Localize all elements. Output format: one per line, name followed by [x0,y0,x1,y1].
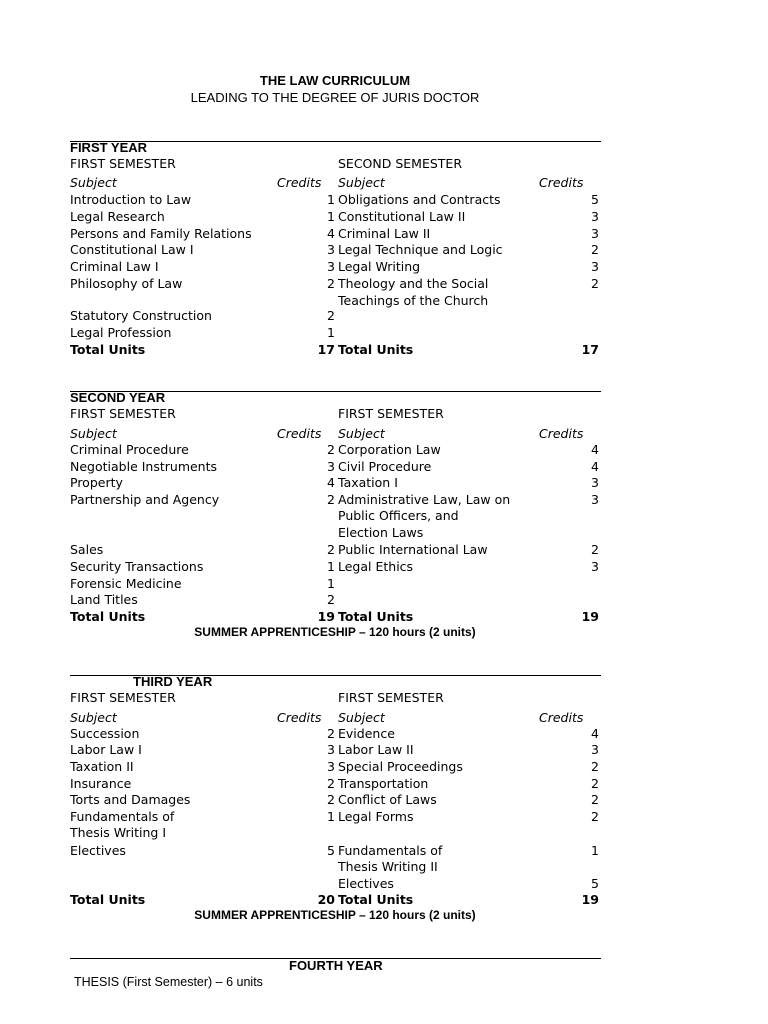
credit-value: 3 [591,742,599,757]
second-year-left-semester: FIRST SEMESTER [70,406,176,421]
credit-value: 1 [327,192,335,207]
subject-name: Negotiable Instruments [70,459,218,474]
subject-name: Torts and Damages [70,792,191,807]
credit-value: 3 [327,759,335,774]
credit-value: 4 [591,726,599,741]
credit-value: 2 [327,792,335,807]
subject-name: Forensic Medicine [70,576,182,591]
subject-name: Partnership and Agency [70,492,220,507]
credit-value: 2 [327,442,335,457]
total-units-value: 17 [581,342,599,357]
subject-name: Legal Profession [70,325,172,340]
credits-header: Credits [277,426,322,441]
credit-value: 3 [591,259,599,274]
credit-value: 2 [591,542,599,557]
credit-value: 4 [591,442,599,457]
credit-value: 3 [327,742,335,757]
subject-header: Subject [70,426,117,441]
subject-name: Philosophy of Law [70,276,183,291]
subject-name: Legal Ethics [338,559,414,574]
credits-header: Credits [539,710,584,725]
subject-name: Obligations and Contracts [338,192,501,207]
subject-name: Corporation Law [338,442,441,457]
credit-value: 2 [327,276,335,291]
subject-name: Property [70,475,123,490]
subject-name: Legal Technique and Logic [338,242,503,257]
credit-value: 2 [591,792,599,807]
subject-name: Taxation I [338,475,398,490]
subject-name: Electives [70,843,126,858]
credits-header: Credits [539,175,584,190]
first-year-left-semester: FIRST SEMESTER [70,156,176,171]
credits-header: Credits [539,426,584,441]
subject-header: Subject [338,175,385,190]
subject-name: Succession [70,726,140,741]
total-units-value: 19 [581,892,599,907]
subject-name: Introduction to Law [70,192,192,207]
credit-value: 3 [591,559,599,574]
subject-name: Election Laws [338,525,424,540]
credit-value: 1 [327,559,335,574]
subject-name: Statutory Construction [70,308,212,323]
subject-name: Civil Procedure [338,459,432,474]
subject-name: Legal Writing [338,259,421,274]
credit-value: 2 [327,592,335,607]
subject-name: Thesis Writing I [70,825,167,840]
credit-value: 2 [591,242,599,257]
subject-name: Special Proceedings [338,759,463,774]
subject-name: Insurance [70,776,132,791]
total-units-value: 17 [317,342,335,357]
summer-apprenticeship-note: SUMMER APPRENTICESHIP – 120 hours (2 units) [194,908,476,922]
subject-name: Fundamentals of [338,843,443,858]
credit-value: 1 [327,209,335,224]
first-year-heading: FIRST YEAR [70,140,148,155]
credit-value: 1 [327,576,335,591]
credit-value: 1 [327,325,335,340]
subject-name: Conflict of Laws [338,792,437,807]
first-year-right-semester: SECOND SEMESTER [338,156,463,171]
subject-name: Evidence [338,726,395,741]
document-subtitle: LEADING TO THE DEGREE OF JURIS DOCTOR [190,90,480,105]
credit-value: 5 [591,192,599,207]
credit-value: 3 [327,259,335,274]
summer-apprenticeship-note: SUMMER APPRENTICESHIP – 120 hours (2 units) [194,625,476,639]
subject-name: Public Officers, and [338,508,459,523]
total-units-label: Total Units [338,609,414,624]
total-units-label: Total Units [338,892,414,907]
credit-value: 3 [591,475,599,490]
subject-name: Labor Law II [338,742,414,757]
subject-name: Constitutional Law II [338,209,466,224]
credit-value: 3 [591,209,599,224]
second-year-heading: SECOND YEAR [70,390,166,405]
subject-name: Constitutional Law I [70,242,194,257]
credit-value: 5 [327,843,335,858]
credit-value: 3 [327,459,335,474]
subject-name: Criminal Law I [70,259,159,274]
subject-name: Transportation [338,776,429,791]
subject-name: Criminal Law II [338,226,431,241]
total-units-label: Total Units [70,609,146,624]
credit-value: 1 [591,843,599,858]
credit-value: 5 [591,876,599,891]
credit-value: 2 [327,776,335,791]
third-year-left-semester: FIRST SEMESTER [70,690,176,705]
subject-name: Labor Law I [70,742,142,757]
subject-name: Taxation II [70,759,134,774]
subject-name: Administrative Law, Law on [338,492,511,507]
subject-name: Legal Forms [338,809,414,824]
subject-header: Subject [70,175,117,190]
section-divider [70,141,601,142]
credit-value: 4 [327,475,335,490]
subject-header: Subject [70,710,117,725]
thesis-note: THESIS (First Semester) – 6 units [74,975,263,989]
subject-name: Persons and Family Relations [70,226,252,241]
credit-value: 2 [327,726,335,741]
subject-name: Fundamentals of [70,809,175,824]
credits-header: Credits [277,710,322,725]
document-title: THE LAW CURRICULUM [259,73,411,88]
fourth-year-heading: FOURTH YEAR [289,958,383,973]
credit-value: 4 [327,226,335,241]
subject-name: Sales [70,542,104,557]
subject-name: Public International Law [338,542,488,557]
total-units-value: 19 [317,609,335,624]
third-year-right-semester: FIRST SEMESTER [338,690,444,705]
subject-name: Land Titles [70,592,138,607]
credit-value: 2 [591,776,599,791]
subject-name: Theology and the Social [338,276,489,291]
second-year-right-semester: FIRST SEMESTER [338,406,444,421]
subject-header: Subject [338,426,385,441]
credit-value: 1 [327,809,335,824]
total-units-value: 19 [581,609,599,624]
subject-header: Subject [338,710,385,725]
credit-value: 2 [591,276,599,291]
credits-header: Credits [277,175,322,190]
credit-value: 2 [327,542,335,557]
credit-value: 3 [591,226,599,241]
credit-value: 3 [327,242,335,257]
credit-value: 2 [591,809,599,824]
total-units-label: Total Units [338,342,414,357]
total-units-value: 20 [317,892,335,907]
credit-value: 2 [327,308,335,323]
credit-value: 2 [327,492,335,507]
third-year-heading: THIRD YEAR [133,674,213,689]
credit-value: 4 [591,459,599,474]
subject-name: Security Transactions [70,559,204,574]
subject-name: Legal Research [70,209,165,224]
total-units-label: Total Units [70,342,146,357]
subject-name: Electives [338,876,394,891]
credit-value: 2 [591,759,599,774]
subject-name: Teachings of the Church [338,293,489,308]
subject-name: Criminal Procedure [70,442,189,457]
total-units-label: Total Units [70,892,146,907]
credit-value: 3 [591,492,599,507]
subject-name: Thesis Writing II [338,859,438,874]
